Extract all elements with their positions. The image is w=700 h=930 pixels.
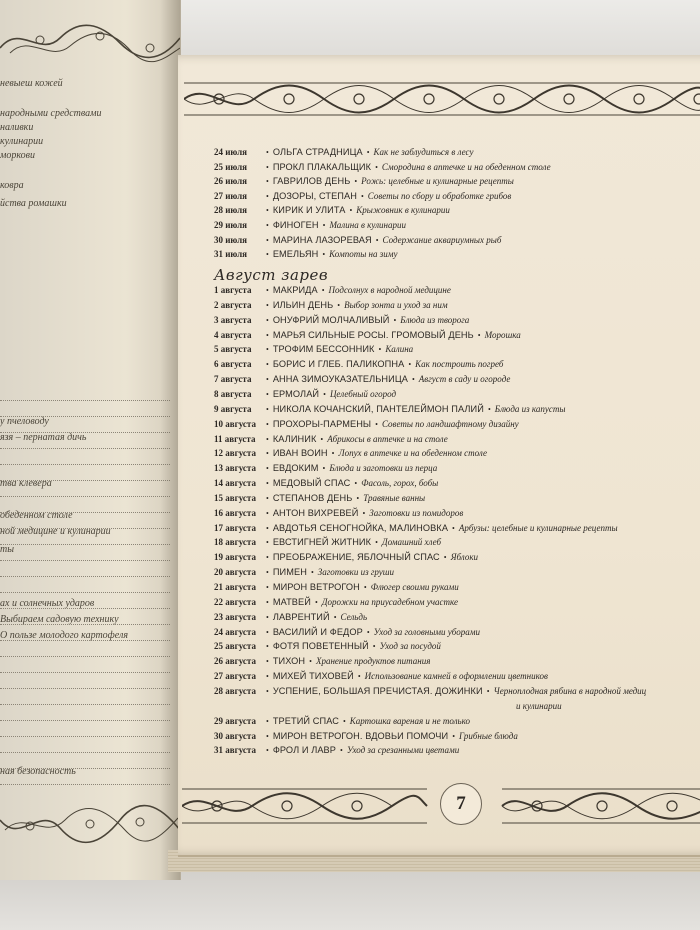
row-date: 20 августа [214,567,256,578]
calendar-row [214,669,700,683]
row-saint-name: МАРИНА ЛАЗОРЕВАЯ [272,234,372,245]
bullet-icon: • [340,746,343,756]
row-saint-name: ФРОЛ И ЛАВР [272,745,337,756]
calendar-row [214,550,700,564]
row-topic: Яблоки [450,552,479,563]
row-saint-name: ТИХОН [272,656,306,667]
bullet-icon: • [354,479,358,489]
left-dot-leader [0,432,170,433]
row-topic: Подсолнух в народной медицине [328,285,451,295]
calendar-row [214,535,700,549]
row-topic: Хранение продуктов питания [315,656,431,667]
bullet-icon: • [266,627,269,637]
left-page-line: кулинарии [0,136,44,147]
row-saint-name: БОРИС И ГЛЕБ. ПАЛИКОПНА [272,359,405,370]
row-saint-name: ГАВРИЛОВ ДЕНЬ [272,176,351,187]
calendar-row [214,521,700,535]
calendar-row [214,565,700,579]
row-topic: Рожь: целебные и кулинарные рецепты [361,176,514,187]
bullet-icon: • [375,235,379,245]
bullet-icon: • [487,404,491,414]
calendar-row [214,417,700,431]
bullet-icon: • [322,221,326,230]
row-saint-name: ИВАН ВОИН [272,448,328,459]
row-topic: Компоты на зиму [329,249,398,260]
row-date: 31 июля [214,249,248,260]
page-number: 7 [440,783,482,825]
bullet-icon: • [266,597,269,607]
calendar-row [214,595,700,609]
row-date: 25 августа [214,641,256,652]
row-saint-name: КИРИК И УЛИТА [272,205,346,216]
row-date: 1 августа [214,285,252,295]
left-bottom-ornament [0,800,180,848]
row-topic: Сельдь [340,611,368,622]
row-saint-name: ИЛЬИН ДЕНЬ [272,299,334,310]
bullet-icon: • [375,419,378,429]
bullet-icon: • [323,389,326,399]
row-saint-name: МАРЬЯ СИЛЬНЫЕ РОСЫ. ГРОМОВЫЙ ДЕНЬ [272,329,474,340]
row-topic: Лопух в аптечке и на обеденном столе [338,448,488,459]
left-dot-leader [0,752,170,753]
row-saint-name: ЛАВРЕНТИЙ [272,611,330,622]
bullet-icon: • [486,686,490,696]
row-date: 27 июля [214,190,248,201]
bullet-icon: • [452,523,455,533]
left-dot-leader [0,496,170,497]
calendar-row [214,625,700,639]
left-dot-leader [0,704,170,705]
row-date: 12 августа [214,448,256,459]
row-topic: Домашний хлеб [381,537,442,548]
calendar-row [214,461,700,475]
bullet-icon: • [266,419,269,429]
bullet-icon: • [266,177,269,187]
left-dot-leader [0,528,170,529]
row-date: 13 августа [214,463,256,474]
bullet-icon: • [266,434,269,444]
row-topic: Абрикосы в аптечке и на столе [327,433,448,444]
top-ornament-border [184,77,700,121]
bullet-icon: • [266,148,269,157]
row-topic: Выбор зонта и уход за ним [344,299,448,310]
left-dot-leader [0,736,170,737]
row-topic: Блюда и заготовки из перца [329,463,438,474]
bullet-icon: • [354,177,358,187]
bullet-icon: • [266,315,269,325]
left-page-line: у пчеловоду [0,416,49,427]
calendar-row [214,372,700,386]
calendar-row [214,654,700,668]
left-page-line: ты [0,544,14,555]
calendar-row [214,145,700,159]
left-dot-leader [0,480,170,481]
bullet-icon: • [266,360,269,370]
row-topic: Картошка вареная и не только [349,715,471,726]
bullet-icon: • [266,553,269,563]
row-date: 28 августа [214,685,256,696]
row-saint-name: ЕВСТИГНЕЙ ЖИТНИК [272,537,372,548]
left-page-line: тва клевера [0,478,52,489]
left-dot-leader [0,592,170,593]
bullet-icon: • [310,568,314,578]
left-page-line: ковра [0,180,24,191]
bullet-icon: • [266,686,269,696]
bullet-icon: • [375,538,378,548]
row-date: 6 августа [214,359,252,370]
row-saint-name: МЕДОВЫЙ СПАС [272,478,351,489]
row-saint-name: ТРЕТИЙ СПАС [272,715,339,726]
left-dot-leader [0,768,170,769]
bullet-icon: • [320,434,324,444]
right-page [178,55,700,857]
row-topic: Флюгер своими руками [370,582,459,592]
left-dot-leader [0,576,170,577]
calendar-row [214,174,700,188]
bullet-icon: • [375,162,378,172]
bullet-icon: • [372,642,376,652]
left-page-line: О пользе молодого картофеля [0,630,128,641]
bullet-icon: • [337,300,341,310]
bullet-icon: • [322,464,326,474]
row-date: 4 августа [214,329,252,340]
bullet-icon: • [266,583,269,592]
row-saint-name: ПРОХОРЫ-ПАРМЕНЫ [272,418,372,429]
row-topic: Заготовки из груши [317,567,395,578]
bullet-icon: • [266,221,269,230]
row-saint-name: АВДОТЬЯ СЕНОГНОЙКА, МАЛИНОВКА [272,522,449,533]
row-topic: Август в саду и огороде [418,374,511,385]
row-topic: Уход за срезанными цветами [346,745,460,756]
bullet-icon: • [360,191,364,201]
bullet-icon: • [393,315,397,325]
row-saint-name: КАЛИНИК [272,433,317,444]
row-date: 27 августа [214,671,256,682]
left-page-line: ная безопасность [0,766,76,777]
row-saint-name: МИРОН ВЕТРОГОН. ВДОВЬИ ПОМОЧИ [272,730,449,741]
bullet-icon: • [363,583,367,592]
bullet-icon: • [452,731,456,741]
calendar-row [214,491,700,505]
bullet-icon: • [266,162,269,172]
left-dot-leader [0,416,170,417]
left-dot-leader [0,512,170,513]
page-gutter-shadow [160,0,180,880]
row-topic: Содержание аквариумных рыб [382,234,502,245]
row-date: 18 августа [214,537,256,548]
left-page-line: народными средствами [0,108,102,119]
row-topic: Блюда из капусты [494,403,566,414]
bullet-icon: • [266,235,269,245]
bullet-icon: • [266,523,269,533]
bullet-icon: • [357,672,361,682]
calendar-row [214,432,700,446]
calendar-row [214,328,700,342]
calendar-row [214,203,700,217]
bullet-icon: • [266,404,269,414]
row-topic: Грибные блюда [459,730,518,741]
row-saint-name: ПРЕОБРАЖЕНИЕ, ЯБЛОЧНЫЙ СПАС [272,552,440,563]
row-saint-name: МАКРИДА [272,285,318,295]
left-page-line: йства ромашки [0,198,67,209]
bullet-icon: • [266,746,269,756]
row-topic: Уход за головными уборами [373,626,480,637]
bullet-icon: • [331,449,335,459]
row-date: 23 августа [214,611,256,622]
calendar-row [214,639,700,653]
bullet-icon: • [366,148,370,157]
bullet-icon: • [266,642,269,652]
bullet-icon: • [266,375,269,385]
row-topic: Арбузы: целебные и кулинарные рецепты [458,522,618,533]
row-date: 14 августа [214,478,256,489]
row-date: 2 августа [214,299,252,310]
left-page-line: Выбираем садовую технику [0,614,119,625]
bullet-icon: • [333,612,337,622]
calendar-row [214,160,700,174]
calendar-row [214,506,700,520]
bullet-icon: • [408,360,412,370]
row-date: 15 августа [214,492,256,503]
row-saint-name: ТРОФИМ БЕССОННИК [272,344,375,355]
bullet-icon: • [349,206,353,216]
calendar-row [214,298,700,312]
calendar-row [214,580,700,594]
left-page-line: язя – пернатая дичь [0,432,87,443]
row-saint-name: МИРОН ВЕТРОГОН [272,582,360,592]
left-page-line: моркови [0,150,36,161]
row-topic: Морошка [484,329,521,340]
bullet-icon: • [322,250,326,260]
bullet-icon: • [342,716,346,726]
row-topic: Черноплодная рябина в народной медиц [493,685,647,696]
left-dot-leader [0,688,170,689]
row-saint-name: СТЕПАНОВ ДЕНЬ [272,492,353,503]
left-page [0,0,181,880]
calendar-row [214,446,700,460]
row-topic: Уход за посудой [379,641,441,652]
left-page-line: ах и солнечных ударов [0,598,95,609]
row-saint-name: НИКОЛА КОЧАНСКИЙ, ПАНТЕЛЕЙМОН ПАЛИЙ [272,403,484,414]
row-topic: и кулинарии [516,700,562,711]
bullet-icon: • [366,627,370,637]
row-topic: Использование камней в оформлении цветников [364,671,548,682]
row-topic: Малина в кулинарии [329,220,406,230]
month-heading: Август зарев [214,266,329,284]
row-saint-name: ПРОКЛ ПЛАКАЛЬЩИК [272,161,372,172]
row-saint-name: АННА ЗИМОУКАЗАТЕЛЬНИЦА [272,374,408,385]
calendar-row [214,714,700,728]
left-dot-leader [0,720,170,721]
left-page-line: невыеш кожей [0,78,63,89]
row-topic: Целебный огород [329,388,397,399]
row-date: 8 августа [214,388,252,399]
left-dot-leader [0,560,170,561]
bullet-icon: • [378,345,382,355]
row-topic: Как построить погреб [415,359,504,370]
calendar-row [214,476,700,490]
left-page-line: обеденном столе [0,510,73,521]
row-date: 21 августа [214,582,256,592]
row-topic: Фасоль, горох, бобы [361,478,439,489]
bullet-icon: • [266,479,269,489]
row-saint-name: ВАСИЛИЙ И ФЕДОР [272,626,363,637]
row-saint-name: ФИНОГЕН [272,220,319,230]
bullet-icon: • [266,672,269,682]
row-saint-name: ОНУФРИЙ МОЛЧАЛИВЫЙ [272,314,390,325]
row-date: 30 июля [214,234,248,245]
bullet-icon: • [443,553,447,563]
row-date: 22 августа [214,596,256,607]
bullet-icon: • [356,493,360,503]
calendar-row [214,313,700,327]
bullet-icon: • [266,206,269,216]
row-saint-name: МАТВЕЙ [272,596,311,607]
row-date: 30 августа [214,730,256,741]
bullet-icon: • [266,449,269,459]
row-date: 29 июля [214,220,248,230]
row-saint-name: УСПЕНИЕ, БОЛЬШАЯ ПРЕЧИСТАЯ. ДОЖИНКИ [272,685,483,696]
bullet-icon: • [266,508,269,518]
calendar-row [214,247,700,261]
row-date: 16 августа [214,507,256,518]
bullet-icon: • [266,191,269,201]
left-page-line: ной медицине и кулинарии [0,526,111,537]
calendar-row [214,402,700,416]
row-topic: Советы по сбору и обработке грибов [367,190,512,201]
calendar-row [214,699,700,713]
bullet-icon: • [266,568,269,578]
left-dot-leader [0,784,170,785]
row-topic: Советы по ландшафтному дизайну [381,418,519,429]
row-date: 11 августа [214,433,256,444]
bullet-icon: • [362,508,366,518]
row-saint-name: ПИМЕН [272,567,307,578]
row-date: 17 августа [214,522,256,533]
bullet-icon: • [266,250,269,260]
row-date: 28 июля [214,205,248,216]
bullet-icon: • [266,538,269,548]
row-date: 25 июля [214,161,248,172]
bullet-icon: • [309,657,312,667]
row-saint-name: ЕМЕЛЬЯН [272,249,319,260]
row-topic: Смородина в аптечке и на обеденном столе [381,161,551,172]
row-saint-name: АНТОН ВИХРЕВЕЙ [272,507,359,518]
left-page-line: наливки [0,122,34,133]
row-date: 24 июля [214,147,248,157]
calendar-row [214,610,700,624]
bullet-icon: • [266,612,269,622]
left-dot-leader [0,464,170,465]
calendar-row [214,218,700,232]
row-saint-name: МИХЕЙ ТИХОВЕЙ [272,671,354,682]
bullet-icon: • [266,300,269,310]
row-date: 19 августа [214,552,256,563]
row-saint-name: ОЛЬГА СТРАДНИЦА [272,147,363,157]
bullet-icon: • [266,657,269,667]
row-saint-name: ФОТЯ ПОВЕТЕННЫЙ [272,641,369,652]
calendar-row [214,357,700,371]
bullet-icon: • [266,731,269,741]
row-date: 5 августа [214,344,252,355]
row-topic: Дорожки на приусадебном участке [321,596,459,607]
bullet-icon: • [266,389,269,399]
row-saint-name: ЕВДОКИМ [272,463,319,474]
calendar-row [214,233,700,247]
row-date: 10 августа [214,418,256,429]
left-dot-leader [0,656,170,657]
bullet-icon: • [411,375,415,385]
row-date: 26 июля [214,176,248,187]
bullet-icon: • [477,330,481,340]
row-saint-name: ЕРМОЛАЙ [272,388,320,399]
row-saint-name: ДОЗОРЫ, СТЕПАН [272,190,357,201]
row-date: 24 августа [214,626,256,637]
calendar-row [214,387,700,401]
left-dot-leader [0,640,170,641]
row-topic: Калина [385,344,414,355]
left-dot-leader [0,544,170,545]
bullet-icon: • [266,716,269,726]
calendar-row [214,684,700,698]
calendar-row [214,342,700,356]
bullet-icon: • [321,286,325,295]
bullet-icon: • [266,330,269,340]
bullet-icon: • [266,493,269,503]
row-topic: Крыжовник в кулинарии [356,205,450,216]
row-date: 7 августа [214,374,252,385]
left-dot-leader [0,448,170,449]
calendar-row [214,189,700,203]
calendar-row [214,283,700,297]
row-topic: Заготовки из помидоров [369,507,464,518]
bullet-icon: • [266,464,269,474]
calendar-row [214,743,700,757]
left-dot-leader [0,624,170,625]
row-date: 29 августа [214,715,256,726]
row-topic: Как не заблудиться в лесу [373,147,474,157]
row-date: 31 августа [214,745,256,756]
row-date: 26 августа [214,656,256,667]
left-dot-leader [0,608,170,609]
bullet-icon: • [266,286,269,295]
row-topic: Травяные ванны [363,492,426,503]
left-dot-leader [0,672,170,673]
row-topic: Блюда из творога [400,314,470,325]
calendar-row [214,729,700,743]
left-top-ornament [0,18,180,66]
bullet-icon: • [266,345,269,355]
row-date: 3 августа [214,314,252,325]
bullet-icon: • [314,597,318,607]
left-dot-leader [0,400,170,401]
row-date: 9 августа [214,403,252,414]
